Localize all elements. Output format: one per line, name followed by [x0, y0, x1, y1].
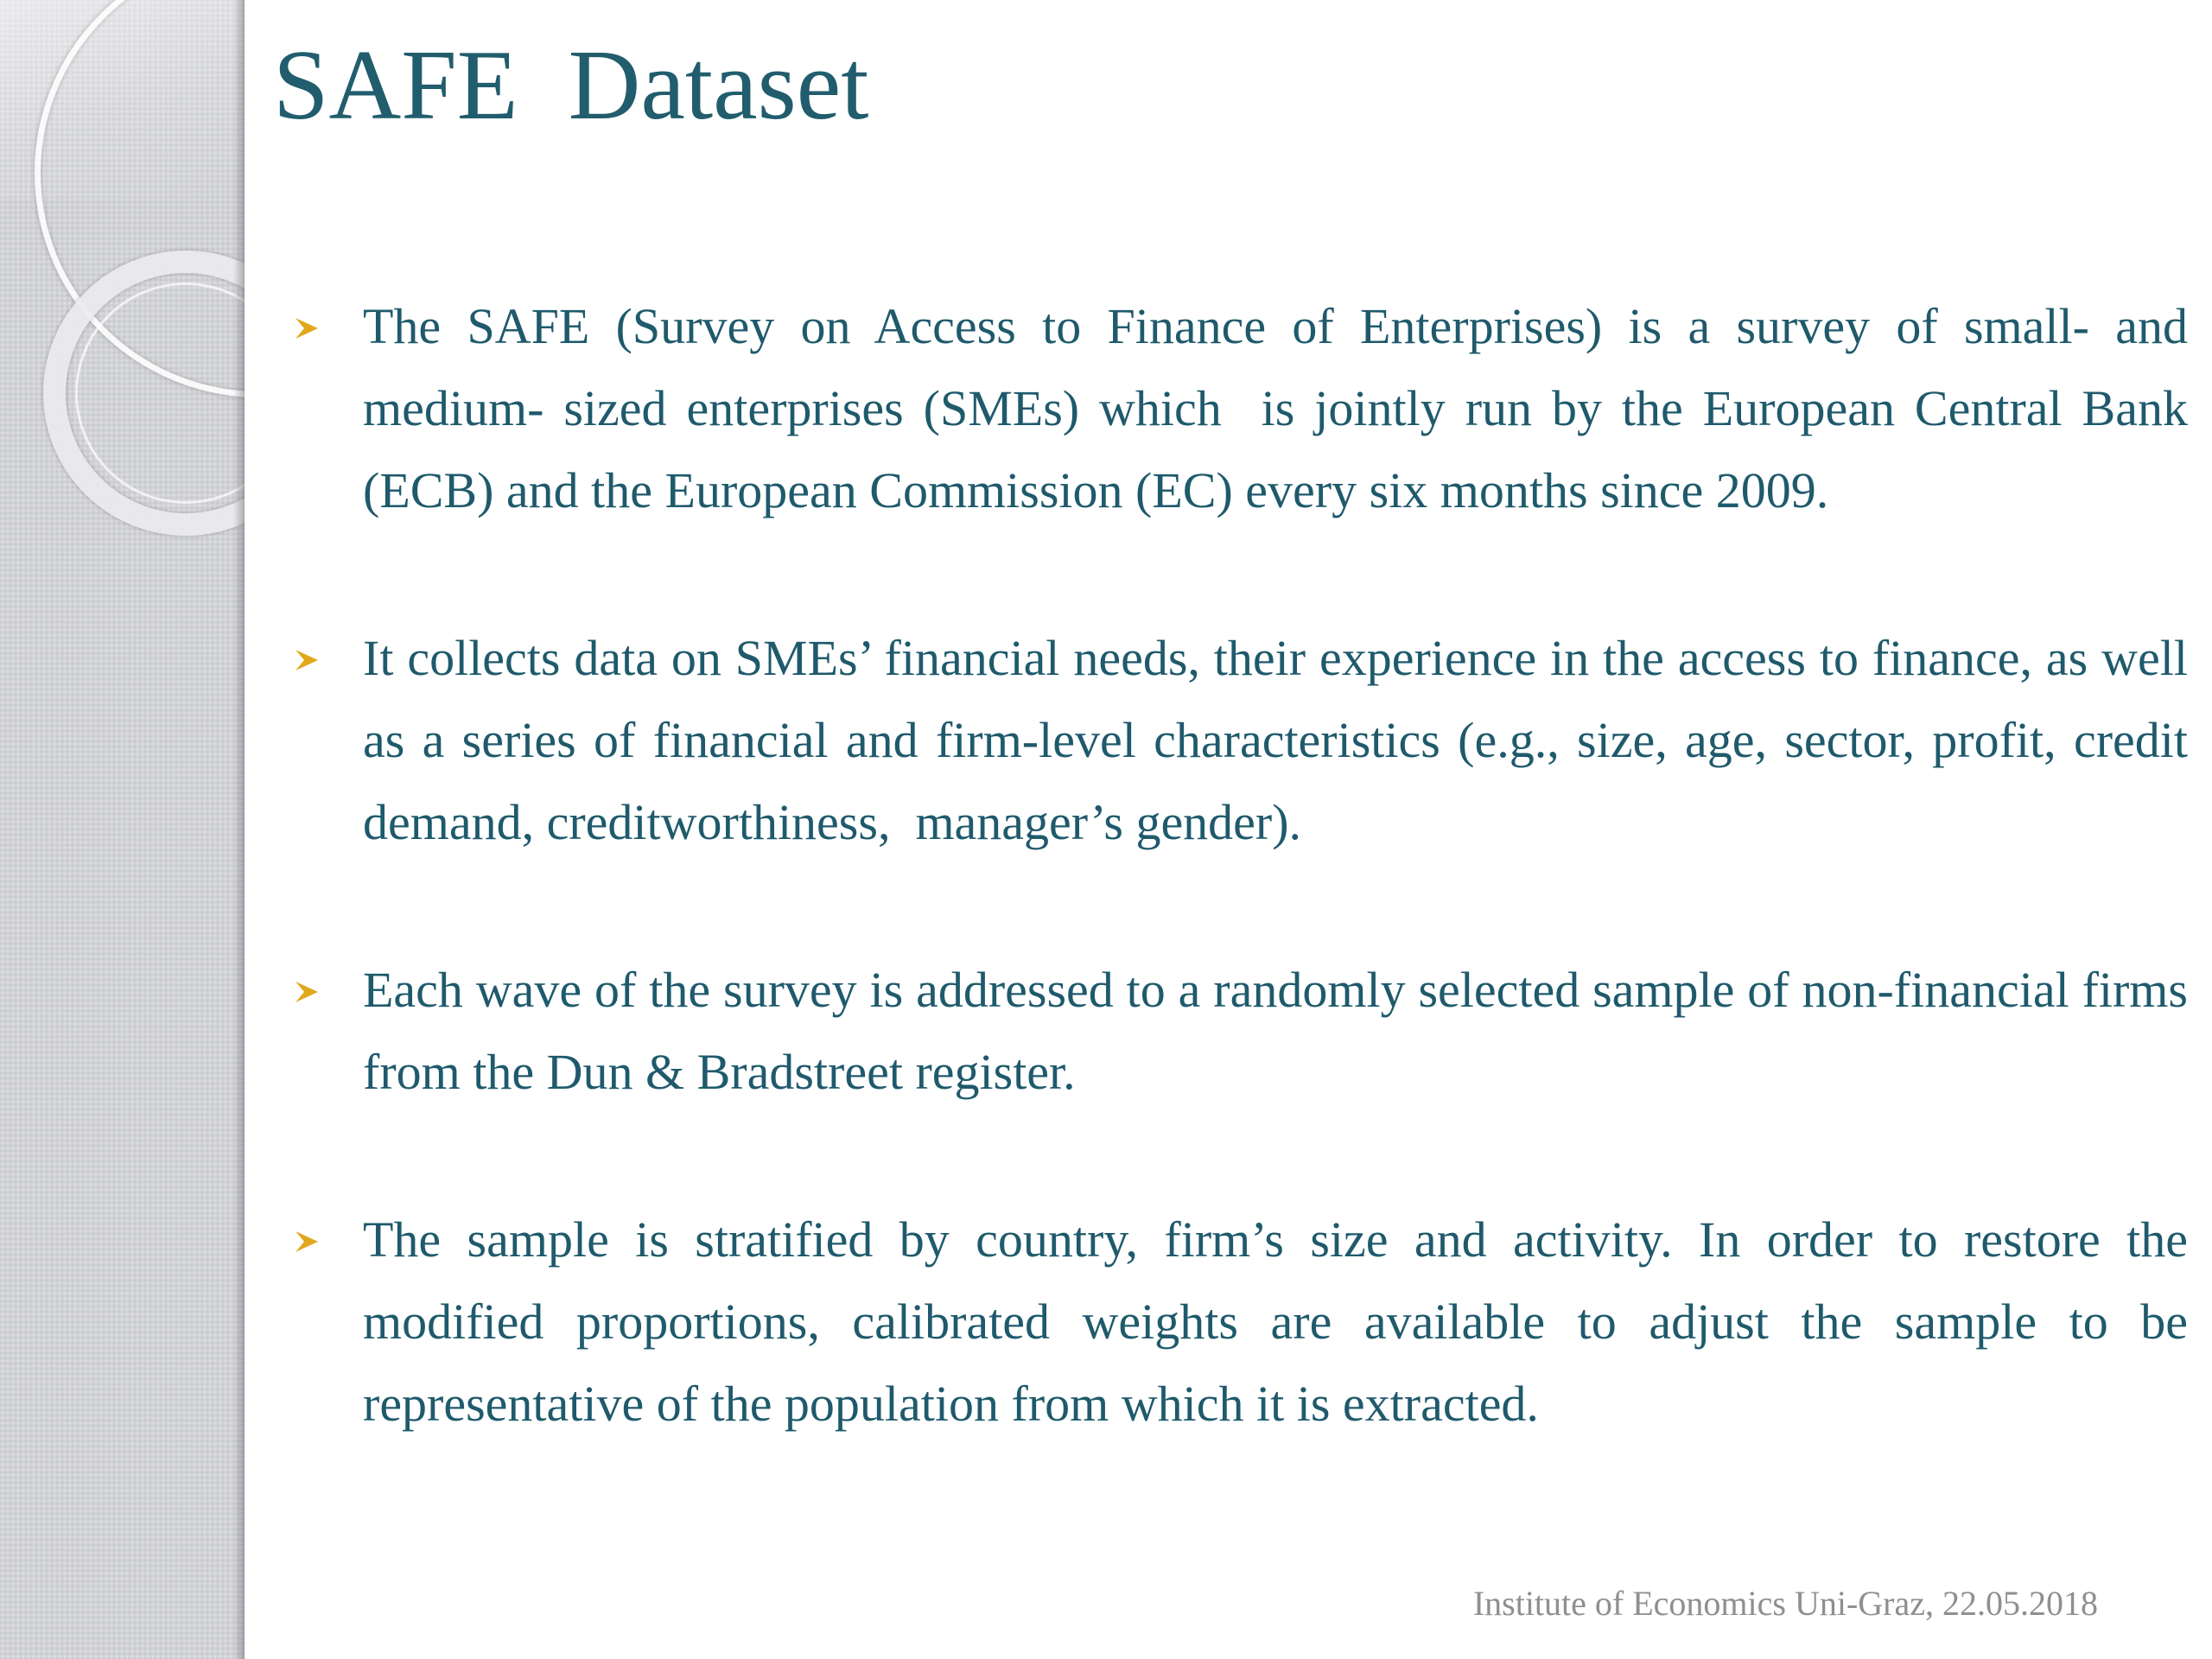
bullet-item — [290, 285, 2201, 531]
arrowhead-bullet-icon — [290, 285, 363, 367]
decorative-sidebar — [0, 0, 245, 1659]
bullet-item — [290, 617, 2201, 863]
slide-title: SAFE Dataset — [273, 30, 869, 141]
arrowhead-bullet-icon — [290, 949, 363, 1031]
bullet-text: Each wave of the survey is addressed to a randomly selected sample of non-financial firms from the Dun & Bradstreet register. — [363, 962, 2201, 1100]
bullet-item — [290, 1198, 2201, 1445]
bullet-item — [290, 949, 2201, 1113]
slide-footer: Institute of Economics Uni-Graz, 22.05.2018 — [1472, 1584, 2098, 1623]
sidebar-edge-shadow — [233, 0, 245, 1659]
bullet-text: It collects data on SMEs’ financial needs, their experience in the access to finance, as well as a series of financial and firm-level characteristics (e.g., size, age, sector, profit, credit demand, creditworthiness, manager’s gender). — [363, 630, 2201, 850]
bullet-text: The sample is stratified by country, firm’s size and activity. In order to restore the modified proportions, calibrated weights are available to adjust the sample to be representative of the population from which it is extracted. — [363, 1211, 2201, 1432]
arrowhead-bullet-icon — [290, 617, 363, 699]
arrowhead-bullet-icon — [290, 1198, 363, 1281]
bullet-text: The SAFE (Survey on Access to Finance of Enterprises) is a survey of small- and medium- sized enterprises (SMEs) which is jointly run by the European Central Bank (ECB) and the European Commission (EC) every six months since 2009. — [363, 298, 2201, 518]
bullet-list — [290, 285, 2201, 1530]
